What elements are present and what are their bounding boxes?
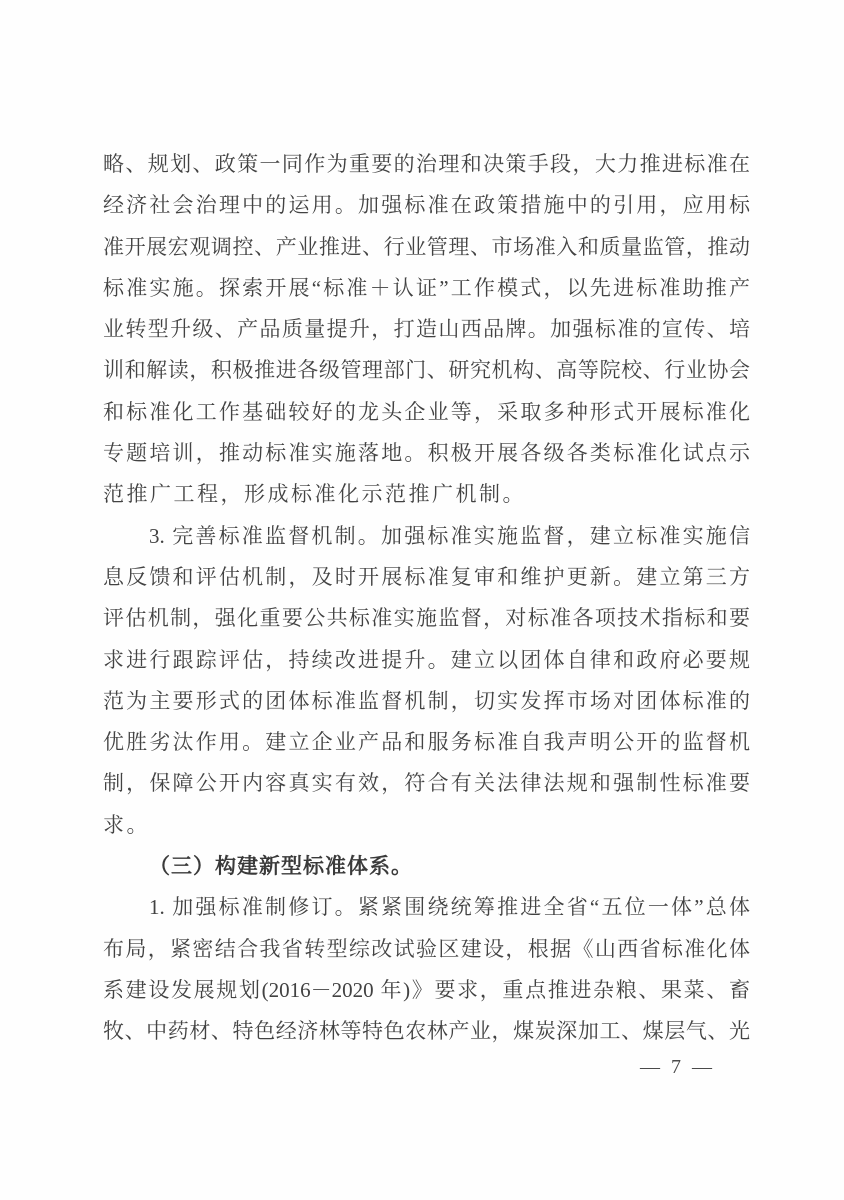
- body-text-line: 准开展宏观调控、产业推进、行业管理、市场准入和质量监管，推动: [103, 234, 750, 259]
- section-heading: （三）构建新型标准体系。: [149, 854, 413, 879]
- body-text-line: 范为主要形式的团体标准监督机制，切实发挥市场对团体标准的: [103, 688, 750, 713]
- body-text-line: 系建设发展规划(2016－2020 年)》要求，重点推进杂粮、果菜、畜: [103, 977, 750, 1002]
- body-text-line: 和标准化工作基础较好的龙头企业等，采取多种形式开展标准化: [103, 399, 750, 424]
- body-text-line: 1. 加强标准制修订。紧紧围绕统筹推进全省“五位一体”总体: [149, 895, 750, 920]
- body-text-line: 牧、中药材、特色经济林等特色农林产业，煤炭深加工、煤层气、光: [103, 1019, 750, 1044]
- body-text-line: 优胜劣汰作用。建立企业产品和服务标准自我声明公开的监督机: [103, 730, 750, 755]
- body-text-line: 布局，紧密结合我省转型综改试验区建设，根据《山西省标准化体: [103, 936, 750, 961]
- body-text-line: 经济社会治理中的运用。加强标准在政策措施中的引用，应用标: [103, 193, 750, 218]
- body-text-line: 专题培训，推动标准实施落地。积极开展各级各类标准化试点示: [103, 441, 750, 466]
- body-text-line: 范推广工程，形成标准化示范推广机制。: [103, 482, 526, 507]
- body-text-line: 标准实施。探索开展“标准＋认证”工作模式，以先进标准助推产: [103, 275, 750, 300]
- body-text-line: 业转型升级、产品质量提升，打造山西品牌。加强标准的宣传、培: [103, 317, 750, 342]
- body-text-line: 略、规划、政策一同作为重要的治理和决策手段，大力推进标准在: [103, 152, 750, 176]
- body-text-line: 求进行跟踪评估，持续改进提升。建立以团体自律和政府必要规: [103, 647, 750, 672]
- body-text-line: 评估机制，强化重要公共标准实施监督，对标准各项技术指标和要: [103, 606, 750, 631]
- document-text-block: [103, 144, 750, 1053]
- body-text-line: 息反馈和评估机制，及时开展标准复审和维护更新。建立第三方: [103, 564, 750, 589]
- body-text-line: 训和解读，积极推进各级管理部门、研究机构、高等院校、行业协会: [103, 358, 750, 383]
- body-text-line: 制，保障公开内容真实有效，符合有关法律法规和强制性标准要: [103, 771, 750, 796]
- page-number: — 7 —: [640, 1056, 715, 1078]
- body-text-line: 3. 完善标准监督机制。加强标准实施监督，建立标准实施信: [149, 523, 750, 548]
- body-text-line: 求。: [103, 812, 150, 837]
